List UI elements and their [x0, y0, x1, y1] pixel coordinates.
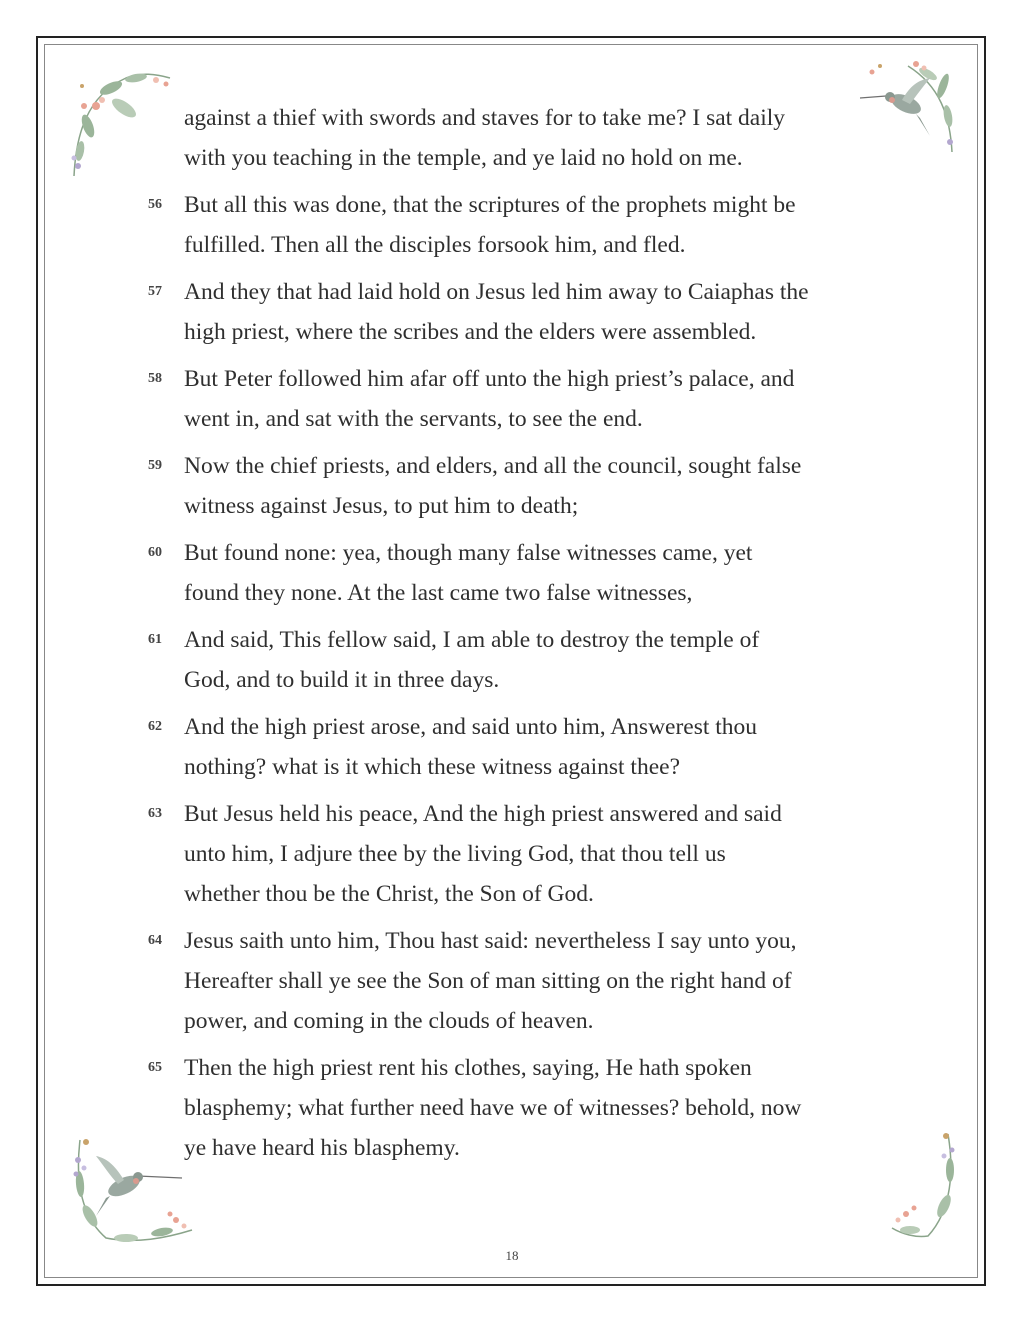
verse-line: with you teaching in the temple, and ye laid no hold on me.: [184, 145, 743, 171]
verse-line: God, and to build it in three days.: [184, 667, 500, 693]
verse-line: But Peter followed him afar off unto the high priest’s palace, and: [184, 366, 795, 392]
verse-line: blasphemy; what further need have we of witnesses? behold, now: [184, 1095, 802, 1121]
verse: [0, 359, 1024, 439]
verse-line: power, and coming in the clouds of heaven.: [184, 1008, 594, 1034]
page-number: 18: [505, 1248, 519, 1263]
verse-line: found they none. At the last came two false witnesses,: [184, 580, 693, 606]
verse-line: against a thief with swords and staves for to take me? I sat daily: [184, 105, 786, 131]
verse: [0, 185, 1024, 265]
verse-number: 65: [148, 1060, 162, 1075]
verse-line: Now the chief priests, and elders, and all the council, sought false: [184, 453, 802, 479]
verse-line: witness against Jesus, to put him to death;: [184, 493, 579, 519]
verse: [0, 98, 1024, 178]
verse-line: And the high priest arose, and said unto him, Answerest thou: [184, 714, 758, 740]
verse: [0, 272, 1024, 352]
verse: [0, 446, 1024, 526]
verse: [0, 533, 1024, 613]
verse-number: 60: [148, 545, 162, 560]
verse-number: 58: [148, 371, 162, 386]
verse: [0, 794, 1024, 914]
verse: [0, 1048, 1024, 1168]
verse-line: unto him, I adjure thee by the living God, that thou tell us: [184, 841, 726, 867]
verse-line: nothing? what is it which these witness against thee?: [184, 754, 681, 780]
verse-line: Then the high priest rent his clothes, saying, He hath spoken: [184, 1055, 752, 1081]
verse-line: But Jesus held his peace, And the high priest answered and said: [184, 801, 782, 827]
verse: [0, 620, 1024, 700]
verse-line: But found none: yea, though many false witnesses came, yet: [184, 540, 753, 566]
verse-number: 57: [148, 284, 162, 299]
verse-line: high priest, where the scribes and the elders were assembled.: [184, 319, 757, 345]
verse: [0, 921, 1024, 1041]
verse: [0, 707, 1024, 787]
verse-line: And said, This fellow said, I am able to destroy the temple of: [184, 627, 760, 653]
verse-number: 63: [148, 806, 162, 821]
verse-line: whether thou be the Christ, the Son of God.: [184, 881, 594, 907]
verse-line: fulfilled. Then all the disciples forsook him, and fled.: [184, 232, 686, 258]
verse-number: 56: [148, 197, 162, 212]
verse-number: 62: [148, 719, 162, 734]
verse-line: ye have heard his blasphemy.: [184, 1135, 460, 1161]
verse-number: 59: [148, 458, 162, 473]
verse-line: But all this was done, that the scriptures of the prophets might be: [184, 192, 796, 218]
verse-line: Hereafter shall ye see the Son of man sitting on the right hand of: [184, 968, 792, 994]
verse-line: Jesus saith unto him, Thou hast said: nevertheless I say unto you,: [184, 928, 797, 954]
verse-number: 61: [148, 632, 162, 647]
verse-line: went in, and sat with the servants, to see the end.: [184, 406, 643, 432]
verse-number: 64: [148, 933, 162, 948]
scripture-text: [0, 98, 1024, 1175]
verse-line: And they that had laid hold on Jesus led him away to Caiaphas the: [184, 279, 809, 305]
